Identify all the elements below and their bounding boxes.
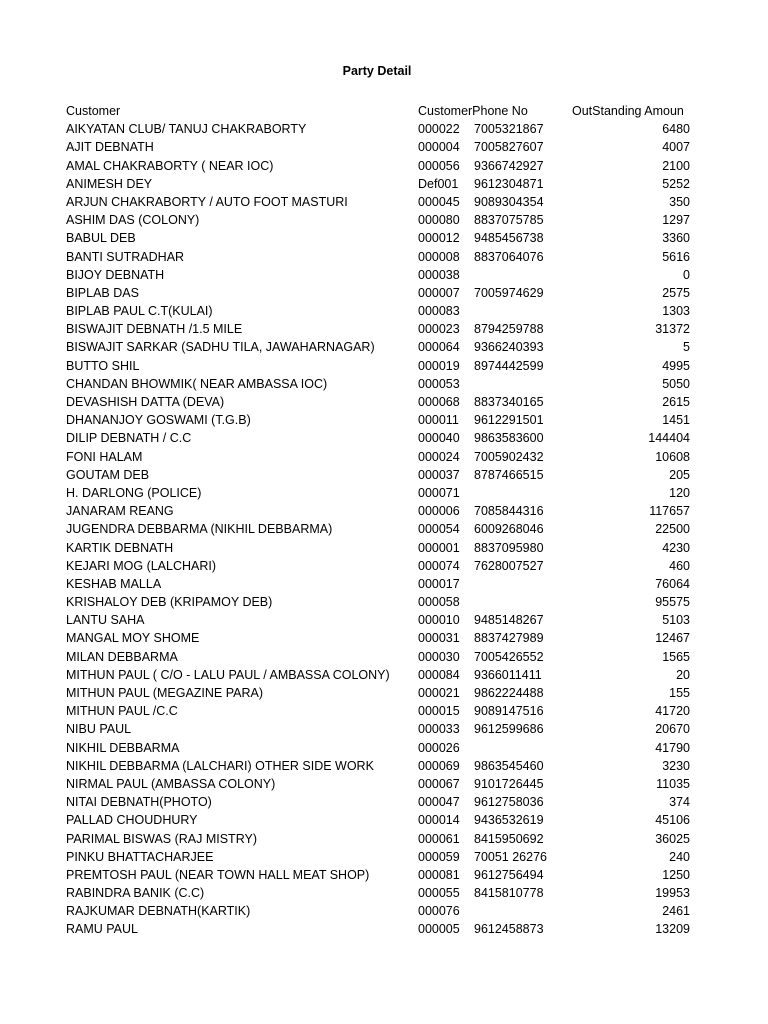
header-customer: Customer bbox=[66, 104, 121, 118]
phone-number-cell: 8837427989 bbox=[474, 631, 544, 646]
phone-number-cell: 9862224488 bbox=[474, 686, 544, 700]
customer-name-cell: AJIT DEBNATH bbox=[66, 140, 154, 155]
table-row bbox=[66, 757, 690, 775]
page-title: Party Detail bbox=[342, 64, 412, 78]
customer-code-cell: 000004 bbox=[418, 140, 460, 155]
table-row bbox=[66, 284, 690, 302]
outstanding-amount-cell: 155 bbox=[669, 686, 690, 700]
outstanding-amount-cell: 20670 bbox=[655, 722, 690, 737]
customer-code-cell: 000001 bbox=[418, 540, 460, 555]
table-row bbox=[66, 338, 690, 356]
table-row bbox=[66, 302, 690, 320]
outstanding-amount-cell: 95575 bbox=[655, 595, 690, 610]
phone-number-cell: 9436532619 bbox=[474, 813, 544, 828]
outstanding-amount-cell: 1297 bbox=[662, 213, 690, 228]
customer-code-cell: 000084 bbox=[418, 667, 460, 682]
customer-code-cell: 000021 bbox=[418, 686, 460, 700]
customer-name-cell: FONI HALAM bbox=[66, 449, 143, 464]
customer-code-cell: 000037 bbox=[418, 467, 460, 482]
phone-number-cell: 9612599686 bbox=[474, 722, 544, 737]
outstanding-amount-cell: 5252 bbox=[662, 176, 690, 191]
outstanding-amount-cell: 5103 bbox=[662, 613, 690, 628]
customer-code-cell: 000056 bbox=[418, 158, 460, 173]
customer-code-cell: 000054 bbox=[418, 522, 460, 537]
outstanding-amount-cell: 3230 bbox=[662, 758, 690, 773]
phone-number-cell: 7005974629 bbox=[474, 285, 544, 300]
table-row bbox=[66, 775, 690, 793]
phone-number-cell: 8837075785 bbox=[474, 213, 544, 228]
customer-name-cell: RAMU PAUL bbox=[66, 922, 139, 937]
customer-name-cell: MANGAL MOY SHOME bbox=[66, 631, 200, 646]
customer-name-cell: H. DARLONG (POLICE) bbox=[66, 485, 202, 500]
phone-number-cell: 9366011411 bbox=[474, 667, 542, 682]
customer-code-cell: 000045 bbox=[418, 194, 460, 209]
outstanding-amount-cell: 3360 bbox=[662, 231, 690, 246]
customer-code-cell: 000007 bbox=[418, 285, 460, 300]
phone-number-cell: 9863545460 bbox=[474, 758, 544, 773]
phone-number-cell: 7005321867 bbox=[474, 122, 544, 137]
customer-code-cell: 000067 bbox=[418, 776, 460, 791]
customer-code-cell: 000069 bbox=[418, 758, 460, 773]
customer-code-cell: 000068 bbox=[418, 395, 460, 409]
table-row bbox=[66, 375, 690, 393]
phone-number-cell: 9612304871 bbox=[474, 176, 544, 191]
customer-name-cell: ASHIM DAS (COLONY) bbox=[66, 213, 200, 228]
table-row bbox=[66, 702, 690, 720]
outstanding-amount-cell: 10608 bbox=[655, 449, 690, 464]
phone-number-cell: 9612758036 bbox=[474, 795, 544, 810]
phone-number-cell: 8415810778 bbox=[474, 886, 544, 901]
table-row bbox=[66, 484, 690, 502]
phone-number-cell: 9089304354 bbox=[474, 194, 544, 209]
table-row bbox=[66, 157, 690, 175]
customer-code-cell: 000031 bbox=[418, 631, 460, 646]
table-body bbox=[66, 120, 690, 938]
table-row bbox=[66, 557, 690, 575]
outstanding-amount-cell: 374 bbox=[669, 795, 690, 810]
customer-code-cell: Def001 bbox=[418, 176, 459, 191]
customer-name-cell: RAJKUMAR DEBNATH(KARTIK) bbox=[66, 904, 251, 919]
outstanding-amount-cell: 4230 bbox=[662, 540, 690, 555]
table-row bbox=[66, 229, 690, 247]
table-row bbox=[66, 502, 690, 520]
customer-code-cell: 000015 bbox=[418, 704, 460, 719]
table-row bbox=[66, 848, 690, 866]
outstanding-amount-cell: 205 bbox=[669, 467, 690, 482]
customer-name-cell: PINKU BHATTACHARJEE bbox=[66, 849, 214, 864]
table-row bbox=[66, 811, 690, 829]
outstanding-amount-cell: 2575 bbox=[662, 285, 690, 300]
customer-code-cell: 000005 bbox=[418, 922, 460, 937]
outstanding-amount-cell: 31372 bbox=[655, 322, 690, 337]
phone-number-cell: 70051 26276 bbox=[474, 849, 547, 864]
customer-code-cell: 000010 bbox=[418, 613, 460, 628]
customer-code-cell: 000006 bbox=[418, 504, 460, 519]
outstanding-amount-cell: 144404 bbox=[648, 431, 690, 446]
customer-name-cell: AMAL CHAKRABORTY ( NEAR IOC) bbox=[66, 158, 274, 173]
table-row bbox=[66, 920, 690, 938]
outstanding-amount-cell: 6480 bbox=[662, 122, 690, 137]
customer-code-cell: 000026 bbox=[418, 740, 460, 755]
outstanding-amount-cell: 120 bbox=[669, 485, 690, 500]
outstanding-amount-cell: 45106 bbox=[655, 813, 690, 828]
customer-name-cell: ARJUN CHAKRABORTY / AUTO FOOT MASTURI bbox=[66, 194, 348, 209]
outstanding-amount-cell: 5050 bbox=[662, 376, 690, 391]
table-row bbox=[66, 211, 690, 229]
phone-number-cell: 9863583600 bbox=[474, 431, 544, 446]
customer-name-cell: JUGENDRA DEBBARMA (NIKHIL DEBBARMA) bbox=[66, 522, 333, 537]
outstanding-amount-cell: 2461 bbox=[662, 904, 690, 919]
phone-number-cell: 9485148267 bbox=[474, 613, 544, 628]
customer-code-cell: 000064 bbox=[418, 340, 460, 355]
customer-name-cell: KARTIK DEBNATH bbox=[66, 540, 174, 555]
phone-number-cell: 9089147516 bbox=[474, 704, 544, 719]
outstanding-amount-cell: 12467 bbox=[655, 631, 690, 646]
outstanding-amount-cell: 5616 bbox=[662, 249, 690, 264]
party-table bbox=[66, 102, 690, 939]
customer-code-cell: 000038 bbox=[418, 267, 460, 282]
customer-code-cell: 000030 bbox=[418, 649, 460, 664]
customer-code-cell: 000017 bbox=[418, 576, 460, 591]
customer-name-cell: JANARAM REANG bbox=[66, 504, 174, 519]
customer-name-cell: MILAN DEBBARMA bbox=[66, 649, 178, 664]
customer-code-cell: 000076 bbox=[418, 904, 460, 919]
outstanding-amount-cell: 11035 bbox=[656, 776, 690, 791]
customer-name-cell: NIRMAL PAUL (AMBASSA COLONY) bbox=[66, 776, 276, 791]
customer-code-cell: 000008 bbox=[418, 249, 460, 264]
customer-code-cell: 000011 bbox=[418, 413, 459, 428]
table-row bbox=[66, 120, 690, 138]
customer-name-cell: BISWAJIT SARKAR (SADHU TILA, JAWAHARNAGAR) bbox=[66, 340, 375, 355]
customer-name-cell: KESHAB MALLA bbox=[66, 576, 162, 591]
table-row bbox=[66, 175, 690, 193]
table-row bbox=[66, 193, 690, 211]
table-row bbox=[66, 884, 690, 902]
customer-code-cell: 000040 bbox=[418, 431, 460, 446]
outstanding-amount-cell: 1250 bbox=[662, 867, 690, 882]
customer-name-cell: NITAI DEBNATH(PHOTO) bbox=[66, 795, 212, 810]
customer-name-cell: DILIP DEBNATH / C.C bbox=[66, 431, 192, 446]
customer-name-cell: DHANANJOY GOSWAMI (T.G.B) bbox=[66, 413, 251, 428]
customer-name-cell: MITHUN PAUL /C.C bbox=[66, 704, 178, 719]
outstanding-amount-cell: 117657 bbox=[649, 504, 690, 519]
customer-code-cell: 000012 bbox=[418, 231, 460, 246]
table-row bbox=[66, 539, 690, 557]
customer-code-cell: 000047 bbox=[418, 795, 460, 810]
phone-number-cell: 8787466515 bbox=[474, 467, 544, 482]
outstanding-amount-cell: 1565 bbox=[662, 649, 690, 664]
customer-name-cell: GOUTAM DEB bbox=[66, 467, 150, 482]
table-row bbox=[66, 739, 690, 757]
phone-number-cell: 9612291501 bbox=[474, 413, 544, 428]
customer-code-cell: 000055 bbox=[418, 886, 460, 901]
phone-number-cell: 9366742927 bbox=[474, 158, 544, 173]
customer-code-cell: 000083 bbox=[418, 304, 460, 319]
customer-name-cell: ANIMESH DEY bbox=[66, 176, 153, 191]
outstanding-amount-cell: 36025 bbox=[655, 831, 690, 846]
outstanding-amount-cell: 5 bbox=[683, 340, 690, 355]
outstanding-amount-cell: 4995 bbox=[662, 358, 690, 373]
table-row bbox=[66, 520, 690, 538]
outstanding-amount-cell: 0 bbox=[683, 267, 690, 282]
outstanding-amount-cell: 1303 bbox=[662, 304, 690, 319]
customer-name-cell: PREMTOSH PAUL (NEAR TOWN HALL MEAT SHOP) bbox=[66, 867, 370, 882]
customer-name-cell: PARIMAL BISWAS (RAJ MISTRY) bbox=[66, 831, 257, 846]
outstanding-amount-cell: 76064 bbox=[655, 576, 690, 591]
table-row bbox=[66, 466, 690, 484]
customer-name-cell: BABUL DEB bbox=[66, 231, 136, 246]
table-row bbox=[66, 648, 690, 666]
customer-name-cell: MITHUN PAUL ( C/O - LALU PAUL / AMBASSA COLONY) bbox=[66, 667, 390, 682]
table-row bbox=[66, 720, 690, 738]
table-row bbox=[66, 611, 690, 629]
phone-number-cell: 7005902432 bbox=[474, 449, 544, 464]
customer-code-cell: 000053 bbox=[418, 376, 460, 391]
customer-name-cell: NIKHIL DEBBARMA (LALCHARI) OTHER SIDE WORK bbox=[66, 758, 374, 773]
table-row bbox=[66, 357, 690, 375]
phone-number-cell: 8974442599 bbox=[474, 358, 544, 373]
phone-number-cell: 8837340165 bbox=[474, 395, 544, 409]
customer-code-cell: 000059 bbox=[418, 849, 460, 864]
table-row bbox=[66, 593, 690, 611]
phone-number-cell: 8794259788 bbox=[474, 322, 544, 337]
header-outstanding-amount: OutStanding Amoun bbox=[572, 104, 684, 118]
table-row bbox=[66, 830, 690, 848]
phone-number-cell: 9101726445 bbox=[474, 776, 544, 791]
customer-name-cell: CHANDAN BHOWMIK( NEAR AMBASSA IOC) bbox=[66, 376, 328, 391]
customer-name-cell: KRISHALOY DEB (KRIPAMOY DEB) bbox=[66, 595, 273, 610]
customer-name-cell: BIPLAB DAS bbox=[66, 285, 139, 300]
phone-number-cell: 8837064076 bbox=[474, 249, 544, 264]
customer-name-cell: LANTU SAHA bbox=[66, 613, 145, 628]
customer-name-cell: KEJARI MOG (LALCHARI) bbox=[66, 558, 217, 573]
customer-name-cell: BIPLAB PAUL C.T(KULAI) bbox=[66, 304, 213, 319]
table-row bbox=[66, 320, 690, 338]
phone-number-cell: 8415950692 bbox=[474, 831, 544, 846]
customer-name-cell: BANTI SUTRADHAR bbox=[66, 249, 185, 264]
customer-code-cell: 000019 bbox=[418, 358, 460, 373]
customer-code-cell: 000074 bbox=[418, 558, 460, 573]
table-row bbox=[66, 448, 690, 466]
table-row bbox=[66, 866, 690, 884]
outstanding-amount-cell: 41720 bbox=[655, 704, 690, 719]
customer-name-cell: DEVASHISH DATTA (DEVA) bbox=[66, 395, 225, 409]
phone-number-cell: 7005827607 bbox=[474, 140, 544, 155]
table-row bbox=[66, 902, 690, 920]
table-row bbox=[66, 575, 690, 593]
customer-name-cell: BUTTO SHIL bbox=[66, 358, 140, 373]
table-row bbox=[66, 138, 690, 156]
customer-code-cell: 000061 bbox=[418, 831, 460, 846]
outstanding-amount-cell: 350 bbox=[669, 194, 690, 209]
outstanding-amount-cell: 19953 bbox=[655, 886, 690, 901]
customer-code-cell: 000024 bbox=[418, 449, 460, 464]
customer-name-cell: RABINDRA BANIK (C.C) bbox=[66, 886, 205, 901]
phone-number-cell: 7085844316 bbox=[474, 504, 544, 519]
table-row bbox=[66, 248, 690, 266]
customer-code-cell: 000022 bbox=[418, 122, 460, 137]
customer-name-cell: NIBU PAUL bbox=[66, 722, 132, 737]
customer-name-cell: BIJOY DEBNATH bbox=[66, 267, 165, 282]
table-row bbox=[66, 629, 690, 647]
table-row bbox=[66, 266, 690, 284]
customer-code-cell: 000033 bbox=[418, 722, 460, 737]
table-header-row bbox=[66, 102, 690, 120]
header-customer-phone: CustomerPhone No bbox=[418, 104, 528, 118]
outstanding-amount-cell: 460 bbox=[669, 558, 690, 573]
outstanding-amount-cell: 22500 bbox=[655, 522, 690, 537]
table-row bbox=[66, 666, 690, 684]
customer-name-cell: NIKHIL DEBBARMA bbox=[66, 740, 180, 755]
customer-code-cell: 000080 bbox=[418, 213, 460, 228]
customer-name-cell: AIKYATAN CLUB/ TANUJ CHAKRABORTY bbox=[66, 122, 307, 137]
customer-name-cell: BISWAJIT DEBNATH /1.5 MILE bbox=[66, 322, 243, 337]
outstanding-amount-cell: 4007 bbox=[662, 140, 690, 155]
phone-number-cell: 7628007527 bbox=[474, 558, 544, 573]
phone-number-cell: 8837095980 bbox=[474, 540, 544, 555]
outstanding-amount-cell: 41790 bbox=[655, 740, 690, 755]
outstanding-amount-cell: 2100 bbox=[662, 158, 690, 173]
phone-number-cell: 9485456738 bbox=[474, 231, 544, 246]
outstanding-amount-cell: 240 bbox=[669, 849, 690, 864]
customer-code-cell: 000081 bbox=[418, 867, 460, 882]
phone-number-cell: 9366240393 bbox=[474, 340, 544, 355]
phone-number-cell: 7005426552 bbox=[474, 649, 544, 664]
outstanding-amount-cell: 13209 bbox=[655, 922, 690, 937]
table-row bbox=[66, 684, 690, 702]
outstanding-amount-cell: 2615 bbox=[662, 395, 690, 409]
customer-name-cell: MITHUN PAUL (MEGAZINE PARA) bbox=[66, 686, 264, 700]
customer-code-cell: 000023 bbox=[418, 322, 460, 337]
table-row bbox=[66, 429, 690, 447]
table-row bbox=[66, 793, 690, 811]
phone-number-cell: 9612458873 bbox=[474, 922, 544, 937]
customer-code-cell: 000058 bbox=[418, 595, 460, 610]
table-row bbox=[66, 411, 690, 429]
customer-name-cell: PALLAD CHOUDHURY bbox=[66, 813, 198, 828]
table-row bbox=[66, 393, 690, 411]
phone-number-cell: 6009268046 bbox=[474, 522, 544, 537]
customer-code-cell: 000071 bbox=[418, 485, 460, 500]
customer-code-cell: 000014 bbox=[418, 813, 460, 828]
outstanding-amount-cell: 1451 bbox=[662, 413, 690, 428]
outstanding-amount-cell: 20 bbox=[676, 667, 690, 682]
phone-number-cell: 9612756494 bbox=[474, 867, 544, 882]
